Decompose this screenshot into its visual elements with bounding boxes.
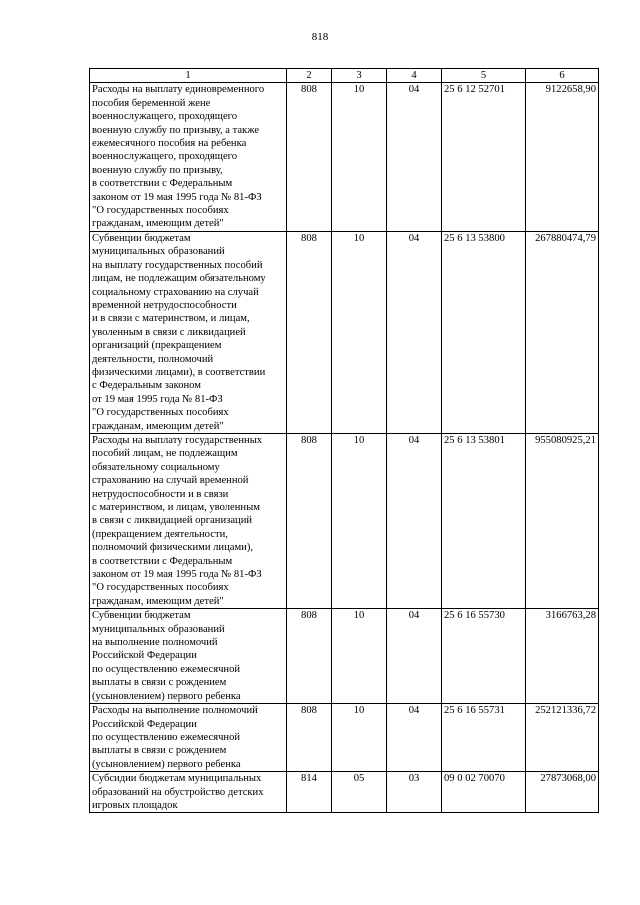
- row-section-code: 10: [332, 231, 387, 433]
- row-description: Субсидии бюджетам муниципальных образований на обустройство детских игровых площадок: [90, 772, 287, 813]
- row-subsection-code: 04: [387, 704, 442, 772]
- row-subsection-code: 04: [387, 433, 442, 608]
- row-amount: 252121336,72: [526, 704, 599, 772]
- row-section-code: 10: [332, 83, 387, 231]
- column-header-5: 5: [442, 69, 526, 83]
- table-row: [90, 231, 599, 433]
- row-target-code: 25 6 12 52701: [442, 83, 526, 231]
- row-description: Субвенции бюджетам муниципальных образований на выполнение полномочий Российской Федерации по осуществлению ежемесячной выплаты в связи с рождением (усыновлением) первого ребенка: [90, 609, 287, 704]
- row-target-code: 09 0 02 70070: [442, 772, 526, 813]
- row-section-code: 10: [332, 609, 387, 704]
- row-subsection-code: 04: [387, 609, 442, 704]
- row-description: Расходы на выполнение полномочий Российской Федерации по осуществлению ежемесячной выплаты в связи с рождением (усыновлением) первого ребенка: [90, 704, 287, 772]
- column-header-4: 4: [387, 69, 442, 83]
- row-description: Расходы на выплату государственных пособий лицам, не подлежащим обязательному социальному страхованию на случай временной нетрудоспособности и в связи с материнством, и лицам, уволенным в связи с ликвидацией организаций (прекращением деятельности, полномочий физическими лицами), в соответствии с Федеральным законом от 19 мая 1995 года № 81-ФЗ "О государственных пособиях гражданам, имеющим детей": [90, 433, 287, 608]
- row-admin-code: 808: [287, 704, 332, 772]
- table-row: [90, 704, 599, 772]
- row-amount: 955080925,21: [526, 433, 599, 608]
- table-row: [90, 772, 599, 813]
- row-admin-code: 814: [287, 772, 332, 813]
- row-subsection-code: 03: [387, 772, 442, 813]
- row-amount: 267880474,79: [526, 231, 599, 433]
- row-amount: 9122658,90: [526, 83, 599, 231]
- row-section-code: 10: [332, 433, 387, 608]
- row-admin-code: 808: [287, 609, 332, 704]
- row-description: Расходы на выплату единовременного пособия беременной жене военнослужащего, проходящего военную службу по призыву, а также ежемесячного пособия на ребенка военнослужащего, проходящего военную службу по призыву, в соответствии с Федеральным законом от 19 мая 1995 года № 81-ФЗ "О государственных пособиях гражданам, имеющим детей": [90, 83, 287, 231]
- column-header-2: 2: [287, 69, 332, 83]
- row-description: Субвенции бюджетам муниципальных образований на выплату государственных пособий лицам, не подлежащим обязательному социальному страхованию на случай временной нетрудоспособности и в связи с материнством, и лицам, уволенным в связи с ликвидацией организаций (прекращением деятельности, полномочий физическими лицами), в соответствии с Федеральным законом от 19 мая 1995 года № 81-ФЗ "О государственных пособиях гражданам, имеющим детей": [90, 231, 287, 433]
- row-subsection-code: 04: [387, 83, 442, 231]
- column-header-6: 6: [526, 69, 599, 83]
- row-target-code: 25 6 13 53801: [442, 433, 526, 608]
- table-header-row: [90, 69, 599, 83]
- row-admin-code: 808: [287, 433, 332, 608]
- table-row: [90, 609, 599, 704]
- row-amount: 27873068,00: [526, 772, 599, 813]
- row-target-code: 25 6 16 55731: [442, 704, 526, 772]
- table-row: [90, 433, 599, 608]
- row-target-code: 25 6 16 55730: [442, 609, 526, 704]
- page-number: 818: [311, 31, 329, 43]
- row-target-code: 25 6 13 53800: [442, 231, 526, 433]
- row-subsection-code: 04: [387, 231, 442, 433]
- row-admin-code: 808: [287, 231, 332, 433]
- column-header-3: 3: [332, 69, 387, 83]
- row-admin-code: 808: [287, 83, 332, 231]
- row-section-code: 10: [332, 704, 387, 772]
- row-section-code: 05: [332, 772, 387, 813]
- budget-table: [89, 68, 599, 813]
- table-row: [90, 83, 599, 231]
- column-header-1: 1: [90, 69, 287, 83]
- row-amount: 3166763,28: [526, 609, 599, 704]
